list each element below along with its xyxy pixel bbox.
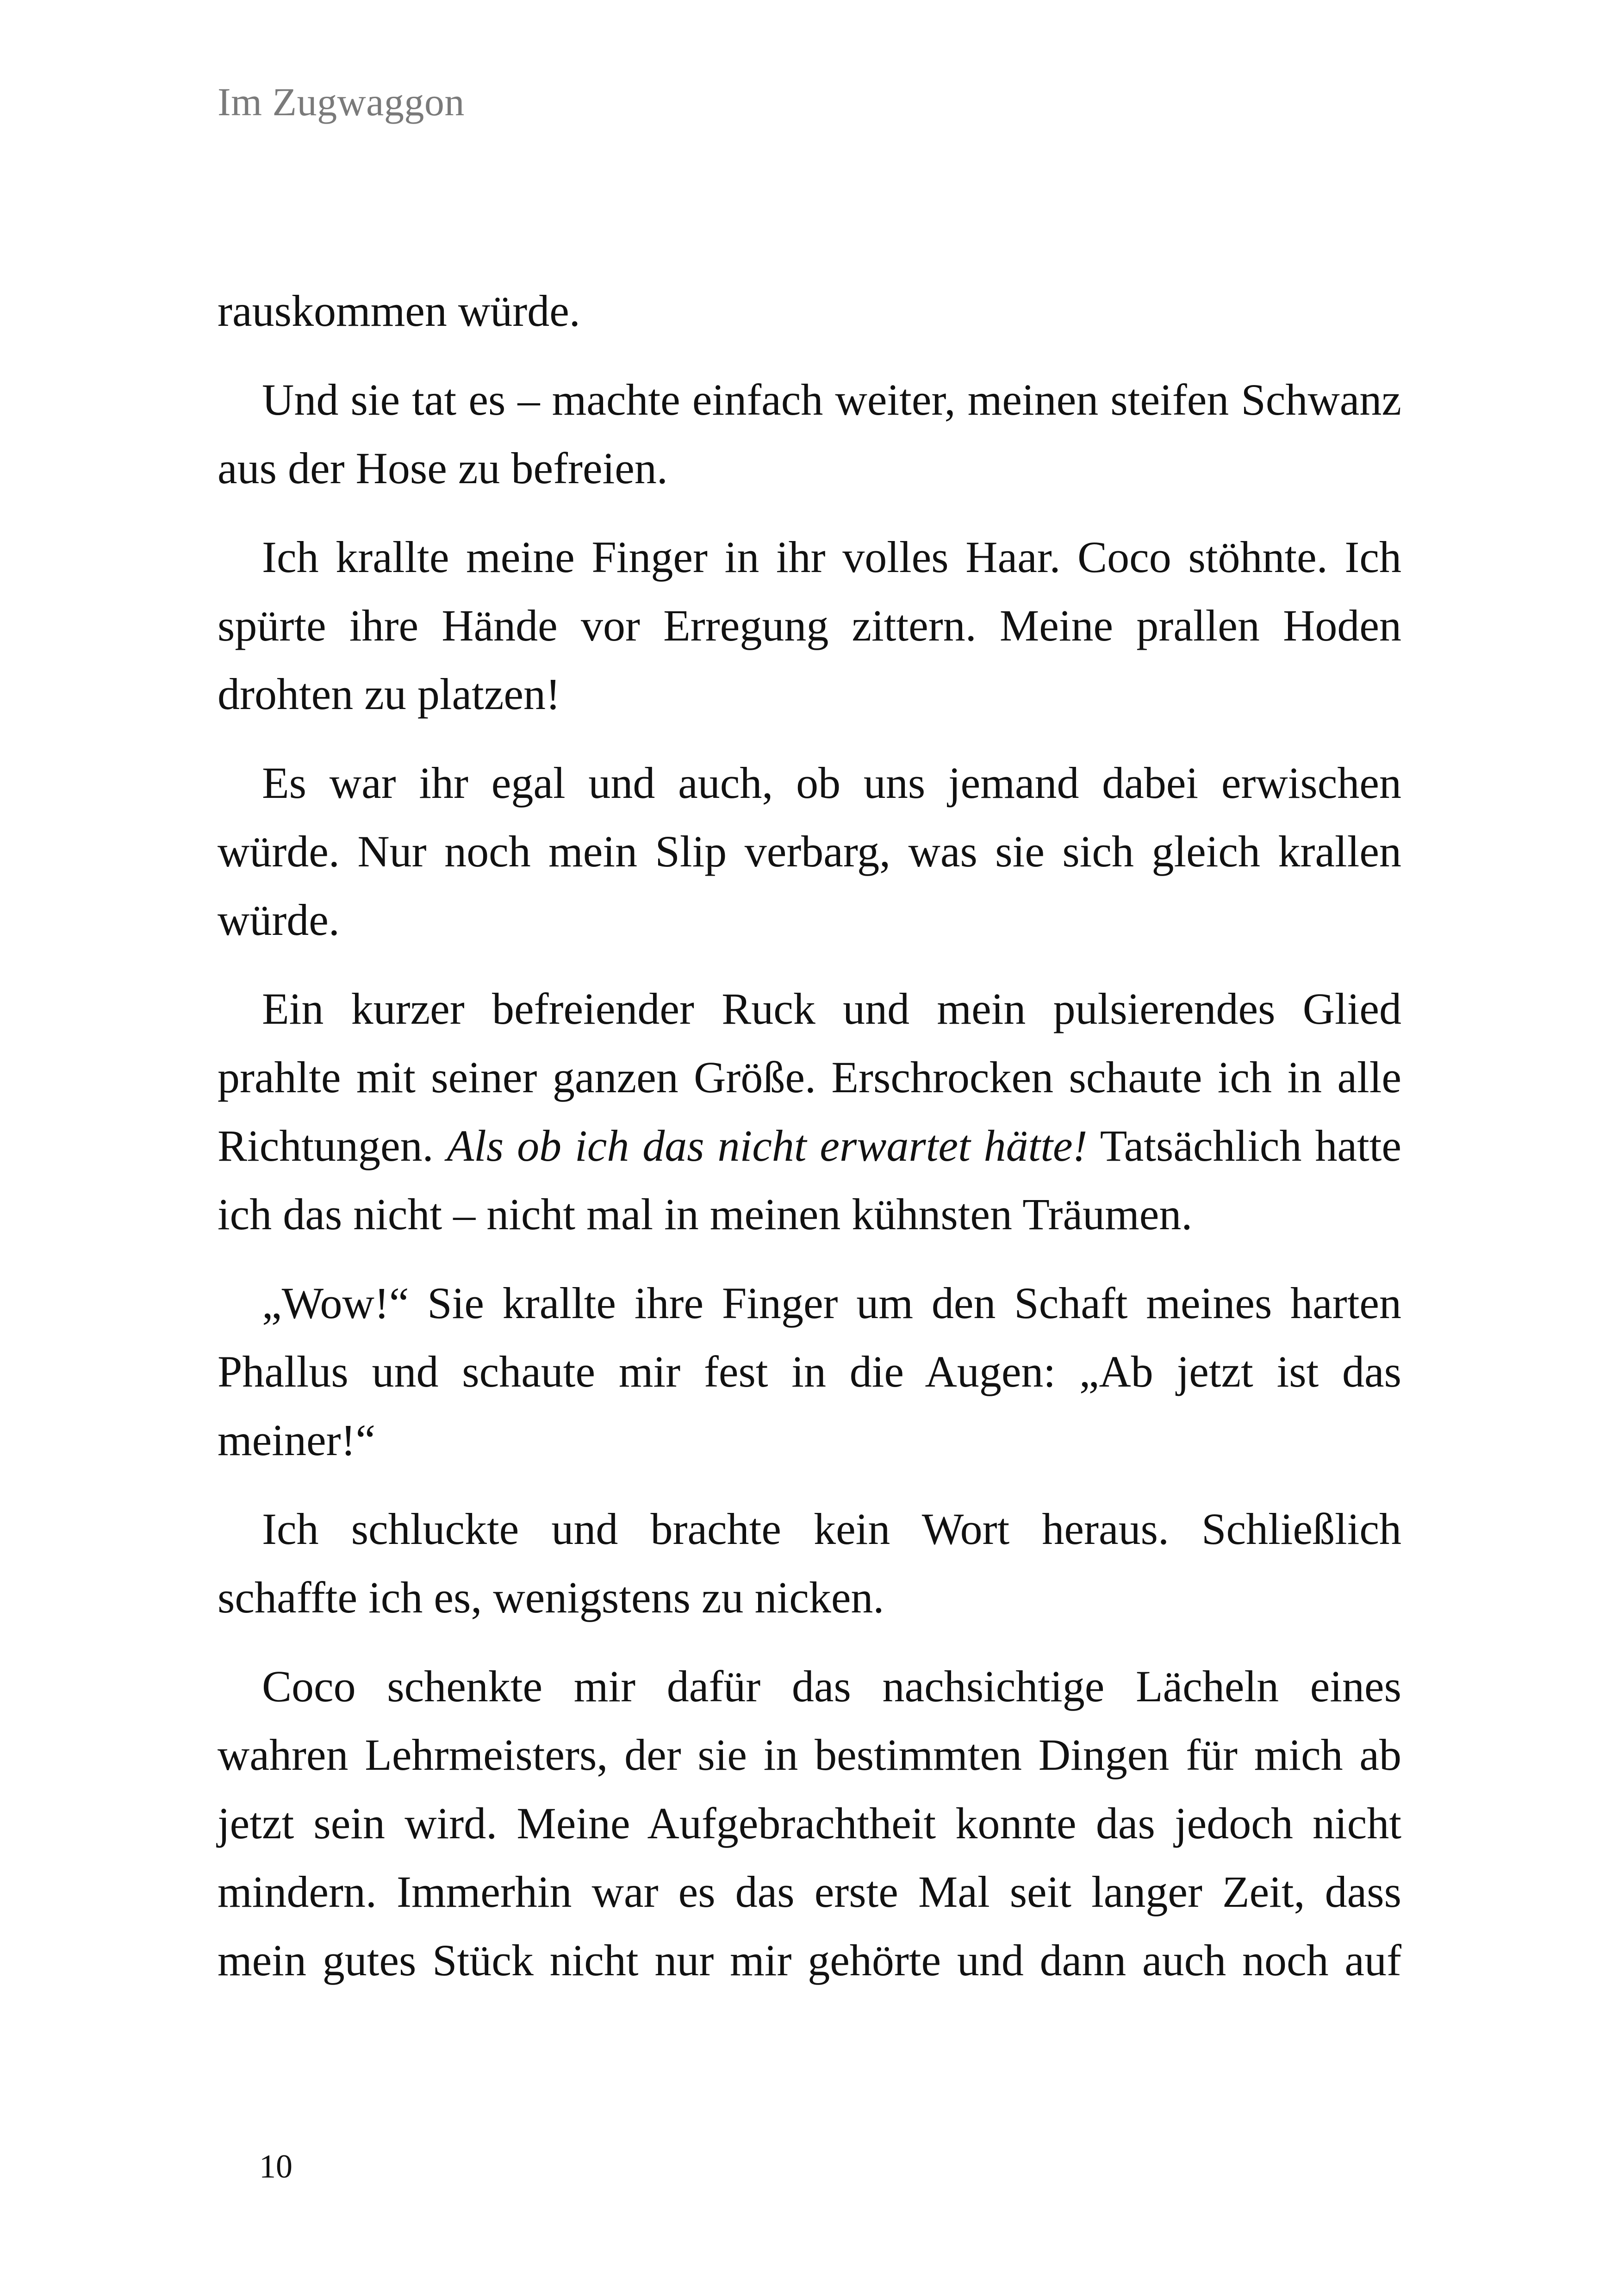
page-number: 10 <box>259 2148 292 2185</box>
paragraph: rauskommen würde. <box>218 286 580 336</box>
paragraph: „Wow!“ Sie krallte ihre Finger um den Schaft meines harten Phallus und schaute mir fest in die Augen: „Ab jetzt ist das meiner!“ <box>218 1278 1401 1465</box>
paragraph: Coco schenkte mir dafür das nachsichtige Lächeln eines wahren Lehrmeisters, der sie in bestimmten Dingen für mich ab jetzt sein wird. Meine Aufgebrachtheit konnte das jedoch nicht mindern. Immerhin war es das erste Mal seit langer Zeit, dass mein gutes Stück nicht nur mir gehörte und dann auch noch auf <box>218 1661 1401 1985</box>
paragraph: Ich krallte meine Finger in ihr volles Haar. Coco stöhnte. Ich spürte ihre Hände vor Erregung zittern. Meine prallen Hoden drohten zu platzen! <box>218 532 1401 719</box>
running-header-title: Im Zugwaggon <box>218 80 465 124</box>
paragraph: Und sie tat es – machte einfach weiter, meinen steifen Schwanz aus der Hose zu befreien. <box>218 375 1401 493</box>
paragraph: Ich schluckte und brachte kein Wort heraus. Schließlich schaffte ich es, wenigstens zu nicken. <box>218 1504 1401 1622</box>
body-text <box>218 277 1401 2015</box>
paragraph-text: Ein kurzer befreiender Ruck und mein pulsierendes Glied prahlte mit seiner ganzen Größe. Erschrocken schaute ich in alle Richtungen. <box>218 984 1401 1170</box>
italic-thought: Als ob ich das nicht erwartet hätte! <box>447 1121 1088 1170</box>
paragraph-text: Tatsächlich hatte ich das nicht – nicht mal in meinen kühnsten Träumen. <box>218 1121 1402 1239</box>
paragraph: Es war ihr egal und auch, ob uns jemand dabei erwischen würde. Nur noch mein Slip verbarg, was sie sich gleich krallen würde. <box>218 758 1401 945</box>
paragraph-with-italic <box>218 975 1401 1249</box>
